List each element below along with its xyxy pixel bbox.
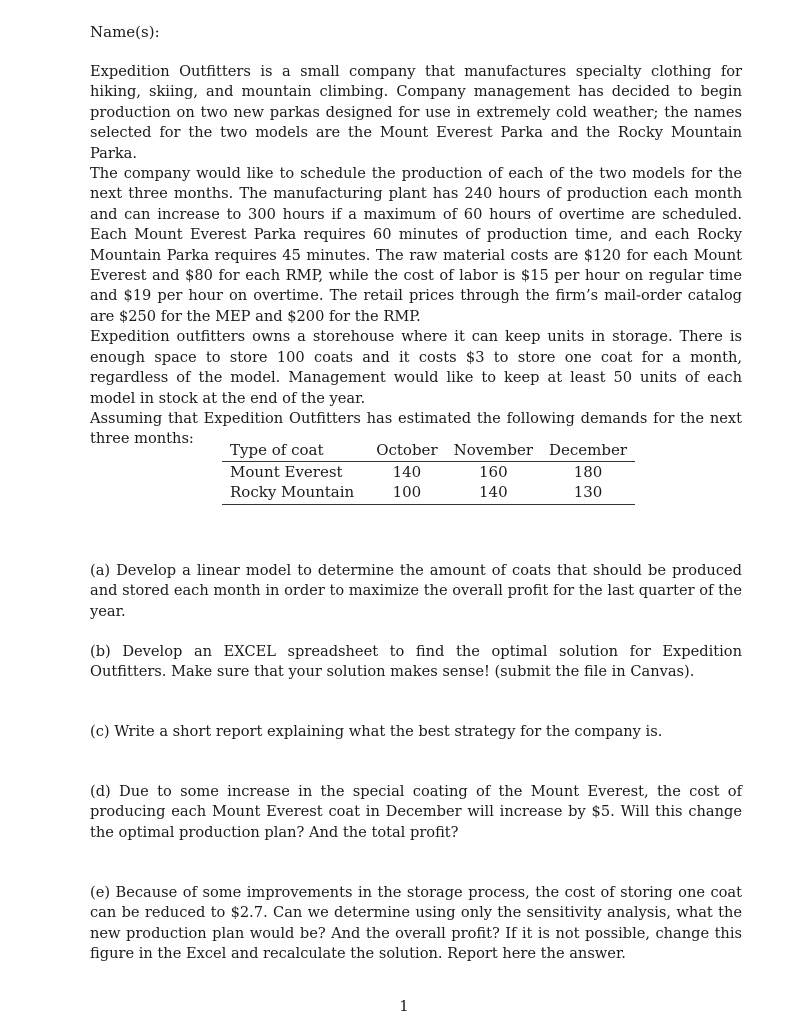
problem-statement <box>90 62 742 450</box>
demand-table <box>222 440 635 505</box>
page-number: 1 <box>399 997 409 1015</box>
table-row <box>222 462 635 483</box>
cell-value: 100 <box>368 482 445 505</box>
cell-value: 180 <box>573 463 603 481</box>
question-d: (d) Due to some increase in the special coating of the Mount Everest, the cost of producing each Mount Everest coat in December will increase by $5. Will this change the optimal production plan? And the total profit? <box>90 783 742 841</box>
table-header-row <box>222 440 635 462</box>
row-label-mount-everest: Mount Everest <box>230 463 343 481</box>
question-c: (c) Write a short report explaining what the best strategy for the company is. <box>90 723 663 740</box>
column-header-november: November <box>446 440 541 462</box>
column-header-october: October <box>368 440 445 462</box>
column-header-type: Type of coat <box>222 440 368 462</box>
column-header-december: December <box>541 440 635 462</box>
cell-value: 160 <box>478 463 508 481</box>
intro-paragraph-demand: Assuming that Expedition Outfitters has estimated the following demands for the next three months: <box>90 409 742 448</box>
question-e: (e) Because of some improvements in the storage process, the cost of storing one coat can be reduced to $2.7. Can we determine using only the sensitivity analysis, what the new production plan would be? And the overall profit? If it is not possible, change this figure in the Excel and recalculate the solution. Report here the answer. <box>90 884 742 963</box>
cell-value: 140 <box>392 463 422 481</box>
cell-value: 140 <box>446 482 541 505</box>
cell-value: 130 <box>541 482 635 505</box>
intro-paragraph-storage: Expedition outfitters owns a storehouse where it can keep units in storage. There is enough space to store 100 coats and it costs $3 to store one coat for a month, regardless of the model. Management would like to keep at least 50 units of each model in stock at the end of the year. <box>90 328 742 407</box>
intro-paragraph-company: Expedition Outfitters is a small company that manufactures specialty clothing for hiking, skiing, and mountain climbing. Company management has decided to begin production on two new parkas designed for use in extremely cold weather; the names selected for the two models are the Mount Everest Parka and the Rocky Mountain Parka. <box>90 63 742 162</box>
question-b: (b) Develop an EXCEL spreadsheet to find the optimal solution for Expedition Outfitters. Make sure that your solution makes sense! (submit the file in Canvas). <box>90 643 742 681</box>
row-label-rocky-mountain: Rocky Mountain <box>222 482 368 505</box>
question-a: (a) Develop a linear model to determine the amount of coats that should be produced and stored each month in order to maximize the overall profit for the last quarter of the year. <box>90 562 742 620</box>
intro-paragraph-production: The company would like to schedule the production of each of the two models for the next three months. The manufacturing plant has 240 hours of production each month and can increase to 300 hours if a maximum of 60 hours of overtime are scheduled. Each Mount Everest Parka requires 60 minutes of production time, and each Rocky Mountain Parka requires 45 minutes. The raw material costs are $120 for each Mount Everest and $80 for each RMP, while the cost of labor is $15 per hour on regular time and $19 per hour on overtime. The retail prices through the firm’s mail-order catalog are $250 for the MEP and $200 for the RMP. <box>90 165 742 325</box>
name-label: Name(s): <box>90 23 160 41</box>
table-row <box>222 482 635 505</box>
